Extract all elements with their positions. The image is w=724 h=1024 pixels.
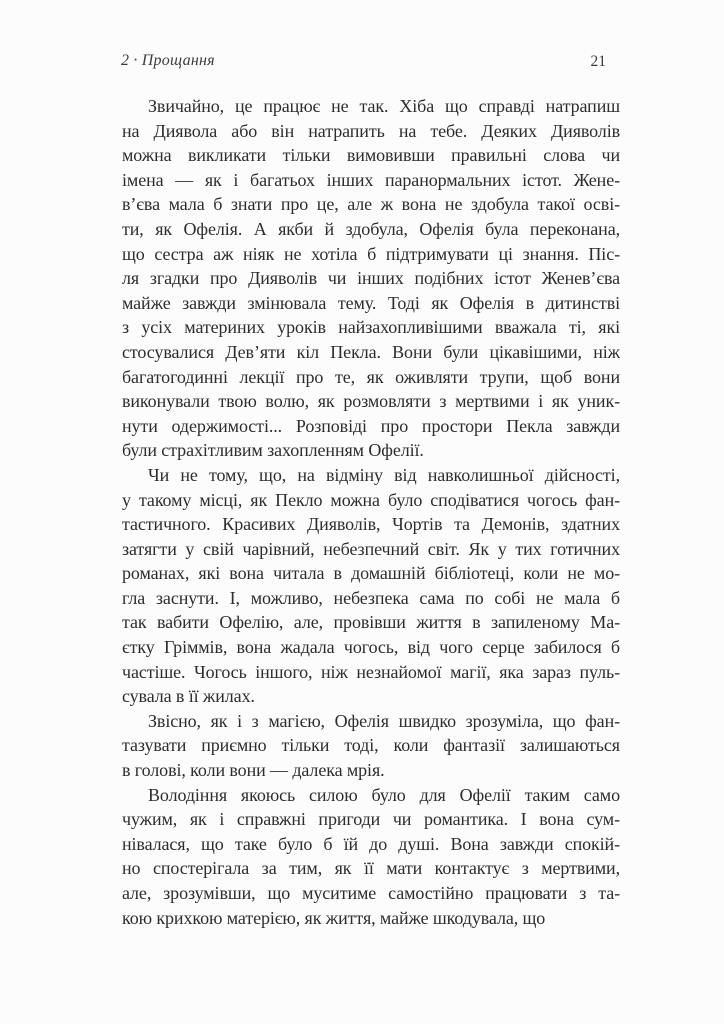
text-line: кою крихкою матерією, як життя, майже шкодувала, що bbox=[122, 907, 546, 928]
text-line: романах, які вона читала в домашній бібліотеці, коли не мо- bbox=[122, 563, 620, 584]
text-line: ти, як Офелія. А якби й здобула, Офелія була переконана, bbox=[122, 218, 620, 239]
text-line: Володіння якоюсь силою було для Офелії таким само bbox=[148, 784, 620, 805]
text-line: з усіх материних уроків найзахопливішими вважала ті, які bbox=[122, 317, 620, 338]
text-line: тастичного. Красивих Дияволів, Чортів та Демонів, здатних bbox=[122, 514, 620, 535]
page-number: 21 bbox=[590, 53, 606, 70]
text-line: частіше. Чогось іншого, ніж незнайомої магії, яка зараз пуль- bbox=[122, 661, 620, 682]
text-line: на Диявола або він натрапить на тебе. Деяких Дияволів bbox=[122, 120, 620, 141]
text-line: нівалася, що таке було б їй до душі. Вона завжди спокій- bbox=[122, 833, 620, 854]
text-line: єтку Гріммів, вона жадала чогось, від чого серце забилося б bbox=[122, 637, 620, 658]
text-line: но спостерігала за тим, як її мати контактує з мертвими, bbox=[122, 858, 620, 879]
text-line: ля згадки про Дияволів чи інших подібних істот Женев’єва bbox=[122, 268, 620, 289]
text-line: гла заснути. І, можливо, небезпека сама по собі не мала б bbox=[122, 587, 620, 608]
text-line: що сестра аж ніяк не хотіла б підтримувати ці знання. Піс- bbox=[122, 243, 620, 264]
text-line: стосувалися Дев’яти кіл Пекла. Вони були цікавішими, ніж bbox=[122, 341, 620, 362]
text-line: Звісно, як і з магією, Офелія швидко зрозуміла, що фан- bbox=[148, 710, 620, 731]
text-line: багатогодинні лекції про те, як оживляти трупи, щоб вони bbox=[122, 366, 620, 387]
paragraph bbox=[122, 94, 620, 463]
text-line: сувала в її жилах. bbox=[122, 686, 255, 707]
paragraph bbox=[122, 463, 620, 709]
text-line: нути одержимості... Розповіді про простори Пекла завжди bbox=[122, 415, 620, 436]
text-line: у такому місці, як Пекло можна було сподіватися чогось фан- bbox=[122, 489, 620, 510]
text-line: в голові, коли вони — далека мрія. bbox=[122, 760, 385, 781]
text-line: чужим, як і справжні пригоди чи романтика. І вона сум- bbox=[122, 809, 620, 830]
text-line: тазувати приємно тільки тоді, коли фантазії залишаються bbox=[122, 735, 620, 756]
text-line: Звичайно, це працює не так. Хіба що справді натрапиш bbox=[148, 96, 620, 116]
text-line: майже завжди змінювала тему. Тоді як Офелія в дитинстві bbox=[122, 292, 620, 313]
text-line: можна викликати тільки вимовивши правильні слова чи bbox=[122, 145, 620, 166]
text-line: виконували твою волю, як розмовляти з мертвими і як уник- bbox=[122, 391, 620, 412]
running-header-chapter-title: 2 · Прощання bbox=[121, 52, 215, 69]
text-line: були страхітливим захопленням Офелії. bbox=[122, 440, 424, 461]
paragraph bbox=[122, 783, 620, 931]
paragraph bbox=[122, 709, 620, 783]
text-line: затягти у свій чарівний, небезпечний світ. Як у тих готичних bbox=[122, 538, 620, 559]
text-line: Чи не тому, що, на відміну від навколишньої дійсності, bbox=[148, 464, 620, 485]
text-line: але, зрозумівши, що муситиме самостійно працювати з та- bbox=[122, 883, 620, 903]
page-body bbox=[122, 94, 620, 930]
text-line: в’єва мала б знати про це, але ж вона не здобула такої осві- bbox=[122, 194, 620, 215]
text-line: так вабити Офелію, але, провівши життя в запиленому Ма- bbox=[122, 612, 620, 633]
text-line: імена — як і багатьох інших паранормальних істот. Жене- bbox=[122, 169, 620, 190]
